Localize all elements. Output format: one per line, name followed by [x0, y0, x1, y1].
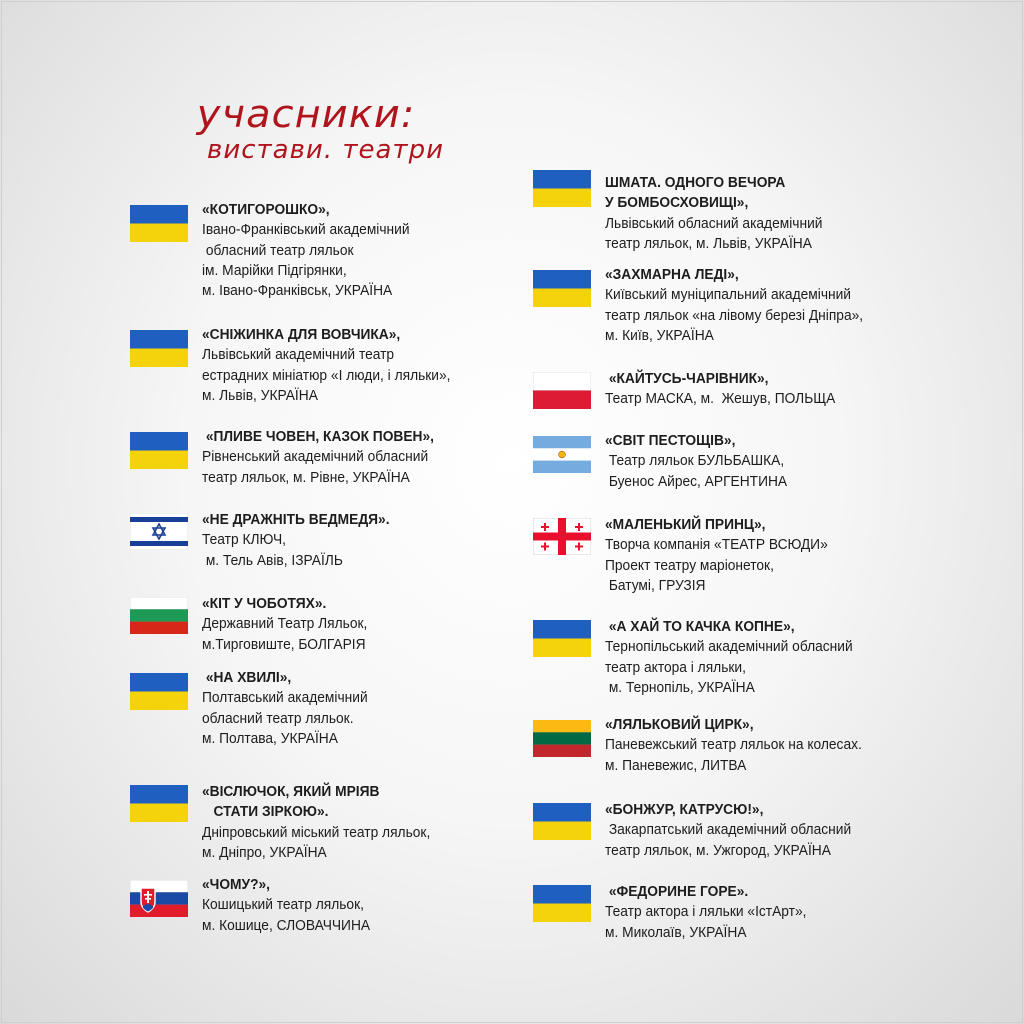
play-title: «БОНЖУР, КАТРУСЮ!»,: [605, 802, 764, 818]
argentina-flag-icon: [533, 436, 591, 473]
entry-text: [202, 200, 420, 301]
play-title: «КОТИГОРОШКО»,: [202, 202, 330, 218]
entry-text: [202, 668, 376, 749]
ukraine-flag-icon: [533, 885, 591, 922]
theatre-info-line: Паневежський театр ляльок на колесах.: [605, 737, 862, 754]
theatre-info-line: м. Полтава, УКРАЇНА: [202, 730, 338, 747]
theatre-info-line: Полтавський академічний: [202, 690, 368, 707]
theatre-info-line: Театр КЛЮЧ,: [202, 532, 287, 549]
entry-text: [605, 715, 875, 776]
ukraine-flag-icon: [533, 803, 591, 840]
theatre-info-line: м. Кошице, СЛОВАЧЧИНА: [202, 917, 371, 934]
theatre-info-line: Івано-Франківський академічний: [202, 222, 410, 239]
bulgaria-flag-icon: [130, 597, 188, 634]
entry-text: [202, 427, 446, 488]
play-title: «ВІСЛЮЧОК, ЯКИЙ МРІЯВ СТАТИ ЗІРКОЮ».: [202, 784, 380, 821]
play-title: «СВІТ ПЕСТОЩІВ»,: [605, 433, 736, 449]
theatre-info-line: Державний Театр Ляльок,: [202, 616, 368, 633]
theatre-info-line: Рівненський академічний обласний: [202, 449, 429, 466]
poland-flag-icon: [533, 372, 591, 409]
theatre-info-line: Театр ляльок БУЛЬБАШКА,: [605, 453, 785, 470]
theatre-info-line: Дніпровський міський театр ляльок,: [202, 824, 431, 841]
entry-text: [202, 510, 399, 571]
play-title: «КІТ У ЧОБОТЯХ».: [202, 596, 327, 612]
theatre-info-line: Проект театру маріонеток,: [605, 557, 774, 574]
theatre-info-line: Львівський обласний академічний: [605, 215, 823, 232]
theatre-info-line: Кошицький театр ляльок,: [202, 897, 364, 914]
theatre-info-line: театр актора і ляльки,: [605, 659, 746, 676]
play-title: «ЛЯЛЬКОВИЙ ЦИРК»,: [605, 717, 754, 733]
theatre-info-line: м. Паневежис, ЛИТВА: [605, 757, 747, 774]
theatre-info-line: м.Тирговиште, БОЛГАРІЯ: [202, 636, 366, 653]
theatre-info-line: ім. Марійки Підгірянки,: [202, 262, 347, 279]
play-title: «ЧОМУ?»,: [202, 877, 271, 893]
play-title: ШМАТА. ОДНОГО ВЕЧОРА У БОМБОСХОВИЩІ»,: [605, 175, 786, 212]
ukraine-flag-icon: [130, 330, 188, 367]
play-title: «КАЙТУСЬ-ЧАРІВНИК»,: [605, 371, 769, 387]
ukraine-flag-icon: [533, 620, 591, 657]
theatre-info-line: м. Тернопіль, УКРАЇНА: [605, 679, 755, 696]
entry-text: [605, 800, 864, 861]
ukraine-flag-icon: [130, 205, 188, 242]
israel-flag-icon: [130, 513, 188, 550]
ukraine-flag-icon: [130, 673, 188, 710]
ukraine-flag-icon: [130, 432, 188, 469]
theatre-info-line: м. Львів, УКРАЇНА: [202, 387, 318, 404]
play-title: «НЕ ДРАЖНІТЬ ВЕДМЕДЯ».: [202, 512, 390, 528]
theatre-info-line: Закарпатський академічний обласний: [605, 822, 852, 839]
page-title: учасники:: [196, 92, 416, 136]
entry-text: [605, 369, 847, 410]
theatre-info-line: Театр МАСКА, м. Жешув, ПОЛЬЩА: [605, 391, 836, 408]
theatre-info-line: театр ляльок, м. Ужгород, УКРАЇНА: [605, 842, 831, 859]
play-title: «СНІЖИНКА ДЛЯ ВОВЧИКА»,: [202, 327, 401, 343]
theatre-info-line: Тернопільський академічний обласний: [605, 639, 853, 656]
georgia-flag-icon: [533, 518, 591, 555]
entry-text: [605, 265, 877, 346]
play-title: «МАЛЕНЬКИЙ ПРИНЦ»,: [605, 517, 766, 533]
play-title: «НА ХВИЛІ»,: [202, 670, 292, 686]
theatre-info-line: обласний театр ляльок.: [202, 710, 354, 727]
theatre-info-line: м. Київ, УКРАЇНА: [605, 327, 714, 344]
entry-text: [202, 782, 442, 863]
play-title: «А ХАЙ ТО КАЧКА КОПНЕ»,: [605, 619, 795, 635]
entry-text: [202, 875, 379, 936]
play-title: «ФЕДОРИНЕ ГОРЕ».: [605, 884, 749, 900]
theatre-info-line: естрадних мініатюр «І люди, і ляльки»,: [202, 367, 451, 384]
theatre-info-line: Буенос Айрес, АРГЕНТИНА: [605, 473, 788, 490]
theatre-info-line: театр ляльок, м. Рівне, УКРАЇНА: [202, 469, 410, 486]
ukraine-flag-icon: [533, 270, 591, 307]
ukraine-flag-icon: [130, 785, 188, 822]
theatre-info-line: Київський муніципальний академічний: [605, 287, 852, 304]
theatre-info-line: театр ляльок, м. Львів, УКРАЇНА: [605, 235, 812, 252]
entry-text: [605, 617, 866, 698]
page-subtitle: вистави. театри: [207, 135, 444, 165]
theatre-info-line: м. Тель Авів, ІЗРАЇЛЬ: [202, 552, 343, 569]
theatre-info-line: м. Дніпро, УКРАЇНА: [202, 844, 327, 861]
entry-text: [202, 325, 464, 406]
lithuania-flag-icon: [533, 720, 591, 757]
play-title: «ПЛИВЕ ЧОВЕН, КАЗОК ПОВЕН»,: [202, 429, 434, 445]
entry-text: [605, 515, 839, 596]
theatre-info-line: театр ляльок «на лівому березі Дніпра»,: [605, 307, 864, 324]
theatre-info-line: м. Миколаїв, УКРАЇНА: [605, 924, 747, 941]
entry-text: [605, 431, 797, 492]
play-title: «ЗАХМАРНА ЛЕДІ»,: [605, 267, 739, 283]
entry-text: [202, 594, 376, 655]
entry-text: [605, 173, 834, 254]
slovakia-flag-icon: [130, 880, 188, 917]
theatre-info-line: Батумі, ГРУЗІЯ: [605, 577, 706, 594]
ukraine-flag-icon: [533, 170, 591, 207]
page-frame: [1, 1, 1023, 1023]
theatre-info-line: обласний театр ляльок: [202, 242, 354, 259]
theatre-info-line: Творча компанія «ТЕАТР ВСЮДИ»: [605, 537, 828, 554]
theatre-info-line: Театр актора і ляльки «ІстАрт»,: [605, 904, 807, 921]
theatre-info-line: Львівський академічний театр: [202, 347, 395, 364]
theatre-info-line: м. Івано-Франківськ, УКРАЇНА: [202, 283, 393, 300]
entry-text: [605, 882, 817, 943]
